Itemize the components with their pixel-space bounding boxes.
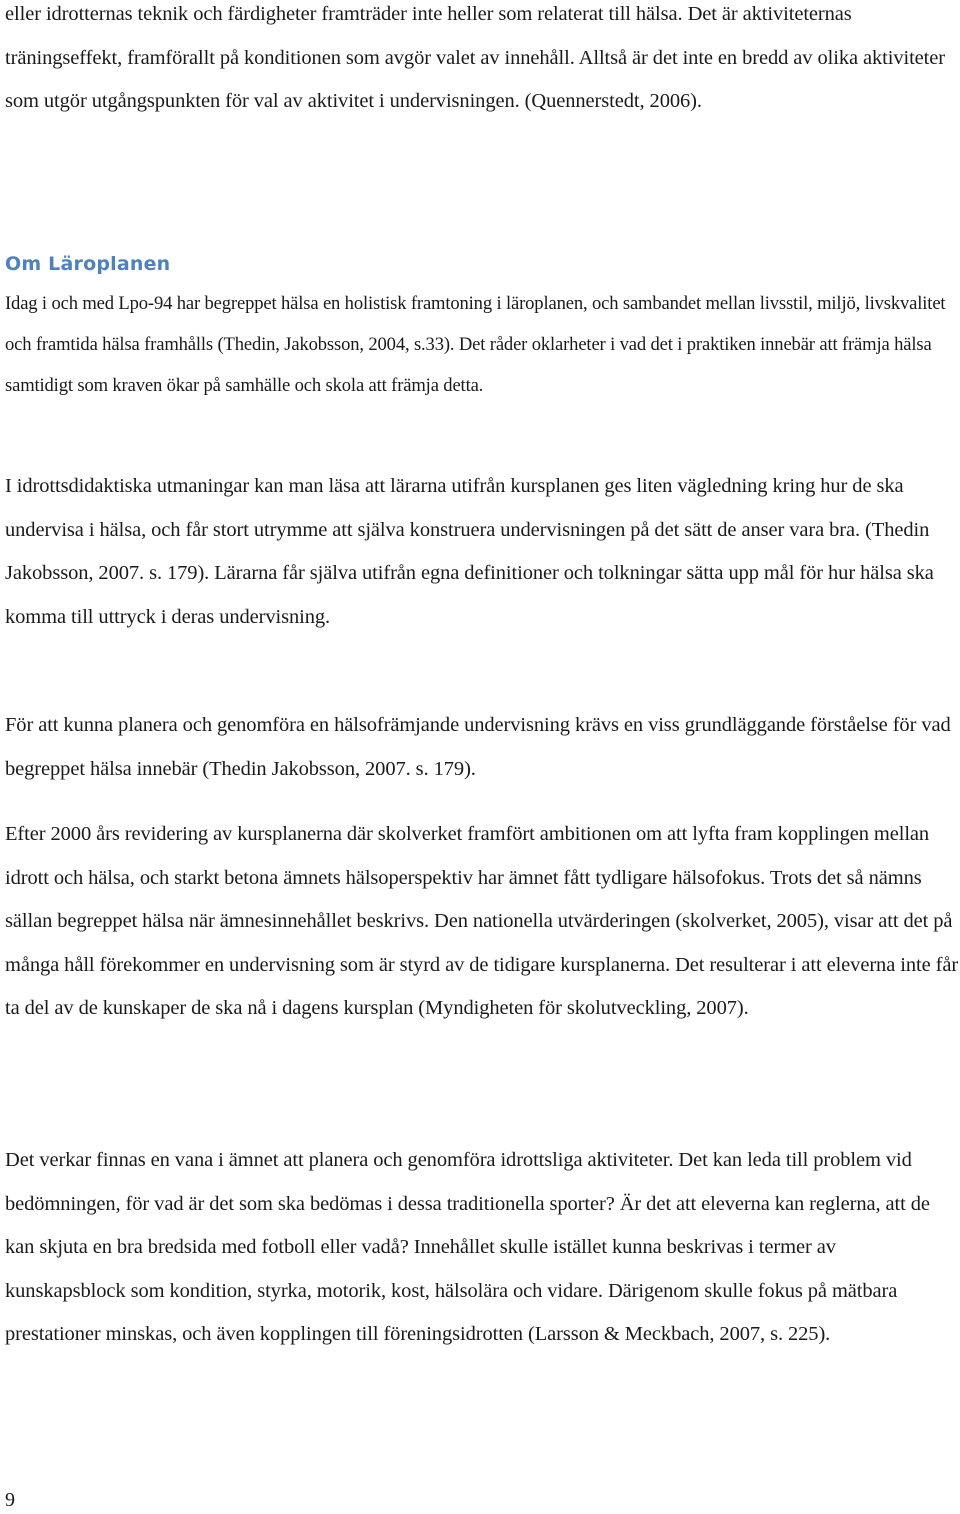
intro-paragraph: eller idrotternas teknik och färdigheter framträder inte heller som relaterat till hälsa. Det är aktiviteternas träningseffekt, framförallt på konditionen som avgör valet av innehåll. Alltså är det inte en bredd av olika aktiviteter som utgör utgångspunkten för val av aktivitet i undervisningen. (Quennerstedt, 2006). [5, 3, 945, 113]
body-paragraph: Idag i och med Lpo-94 har begreppet hälsa en holistisk framtoning i läroplanen, och sambandet mellan livsstil, miljö, livskvalitet och framtida hälsa framhålls (Thedin, Jakobsson, 2004, s.33). Det råder oklarheter i vad det i praktiken innebär att främja hälsa samtidigt som kraven ökar på samhälle och skola att främja detta. [5, 293, 946, 397]
body-paragraph: För att kunna planera och genomföra en hälsofrämjande undervisning krävs en viss grundläggande förståelse för vad begreppet hälsa innebär (Thedin Jakobsson, 2007. s. 179). [5, 714, 951, 780]
body-paragraph: Det verkar finnas en vana i ämnet att planera och genomföra idrottsliga aktiviteter. Det kan leda till problem vid bedömningen, för vad är det som ska bedömas i dessa traditionella sporter? Är det att eleverna kan reglerna, att de kan skjuta en bra bredsida med fotboll eller vadå? Innehållet skulle istället kunna beskrivas i termer av kunskapsblock som kondition, styrka, motorik, kost, hälsolära och vidare. Därigenom skulle fokus på mätbara prestationer minskas, och även kopplingen till föreningsidrotten (Larsson & Meckbach, 2007, s. 225). [5, 1149, 930, 1346]
body-paragraph: I idrottsdidaktiska utmaningar kan man läsa att lärarna utifrån kursplanen ges liten vägledning kring hur de ska undervisa i hälsa, och får stort utrymme att själva konstruera undervisningen på det sätt de anser vara bra. (Thedin Jakobsson, 2007. s. 179). Lärarna får själva utifrån egna definitioner och tolkningar sätta upp mål för hur hälsa ska komma till uttryck i deras undervisning. [5, 475, 934, 628]
body-paragraph: Efter 2000 års revidering av kursplanerna där skolverket framfört ambitionen om att lyfta fram kopplingen mellan idrott och hälsa, och starkt betona ämnets hälsoperspektiv har ämnet fått tydligare hälsofokus. Trots det så nämns sällan begreppet hälsa när ämnesinnehållet beskrivs. Den nationella utvärderingen (skolverket, 2005), visar att det på många håll förekommer en undervisning som är styrd av de tidigare kursplanerna. Det resulterar i att eleverna inte får ta del av de kunskaper de ska nå i dagens kursplan (Myndigheten för skolutveckling, 2007). [5, 823, 959, 1020]
page-number: 9 [5, 1489, 15, 1511]
section-heading: Om Läroplanen [5, 253, 171, 275]
